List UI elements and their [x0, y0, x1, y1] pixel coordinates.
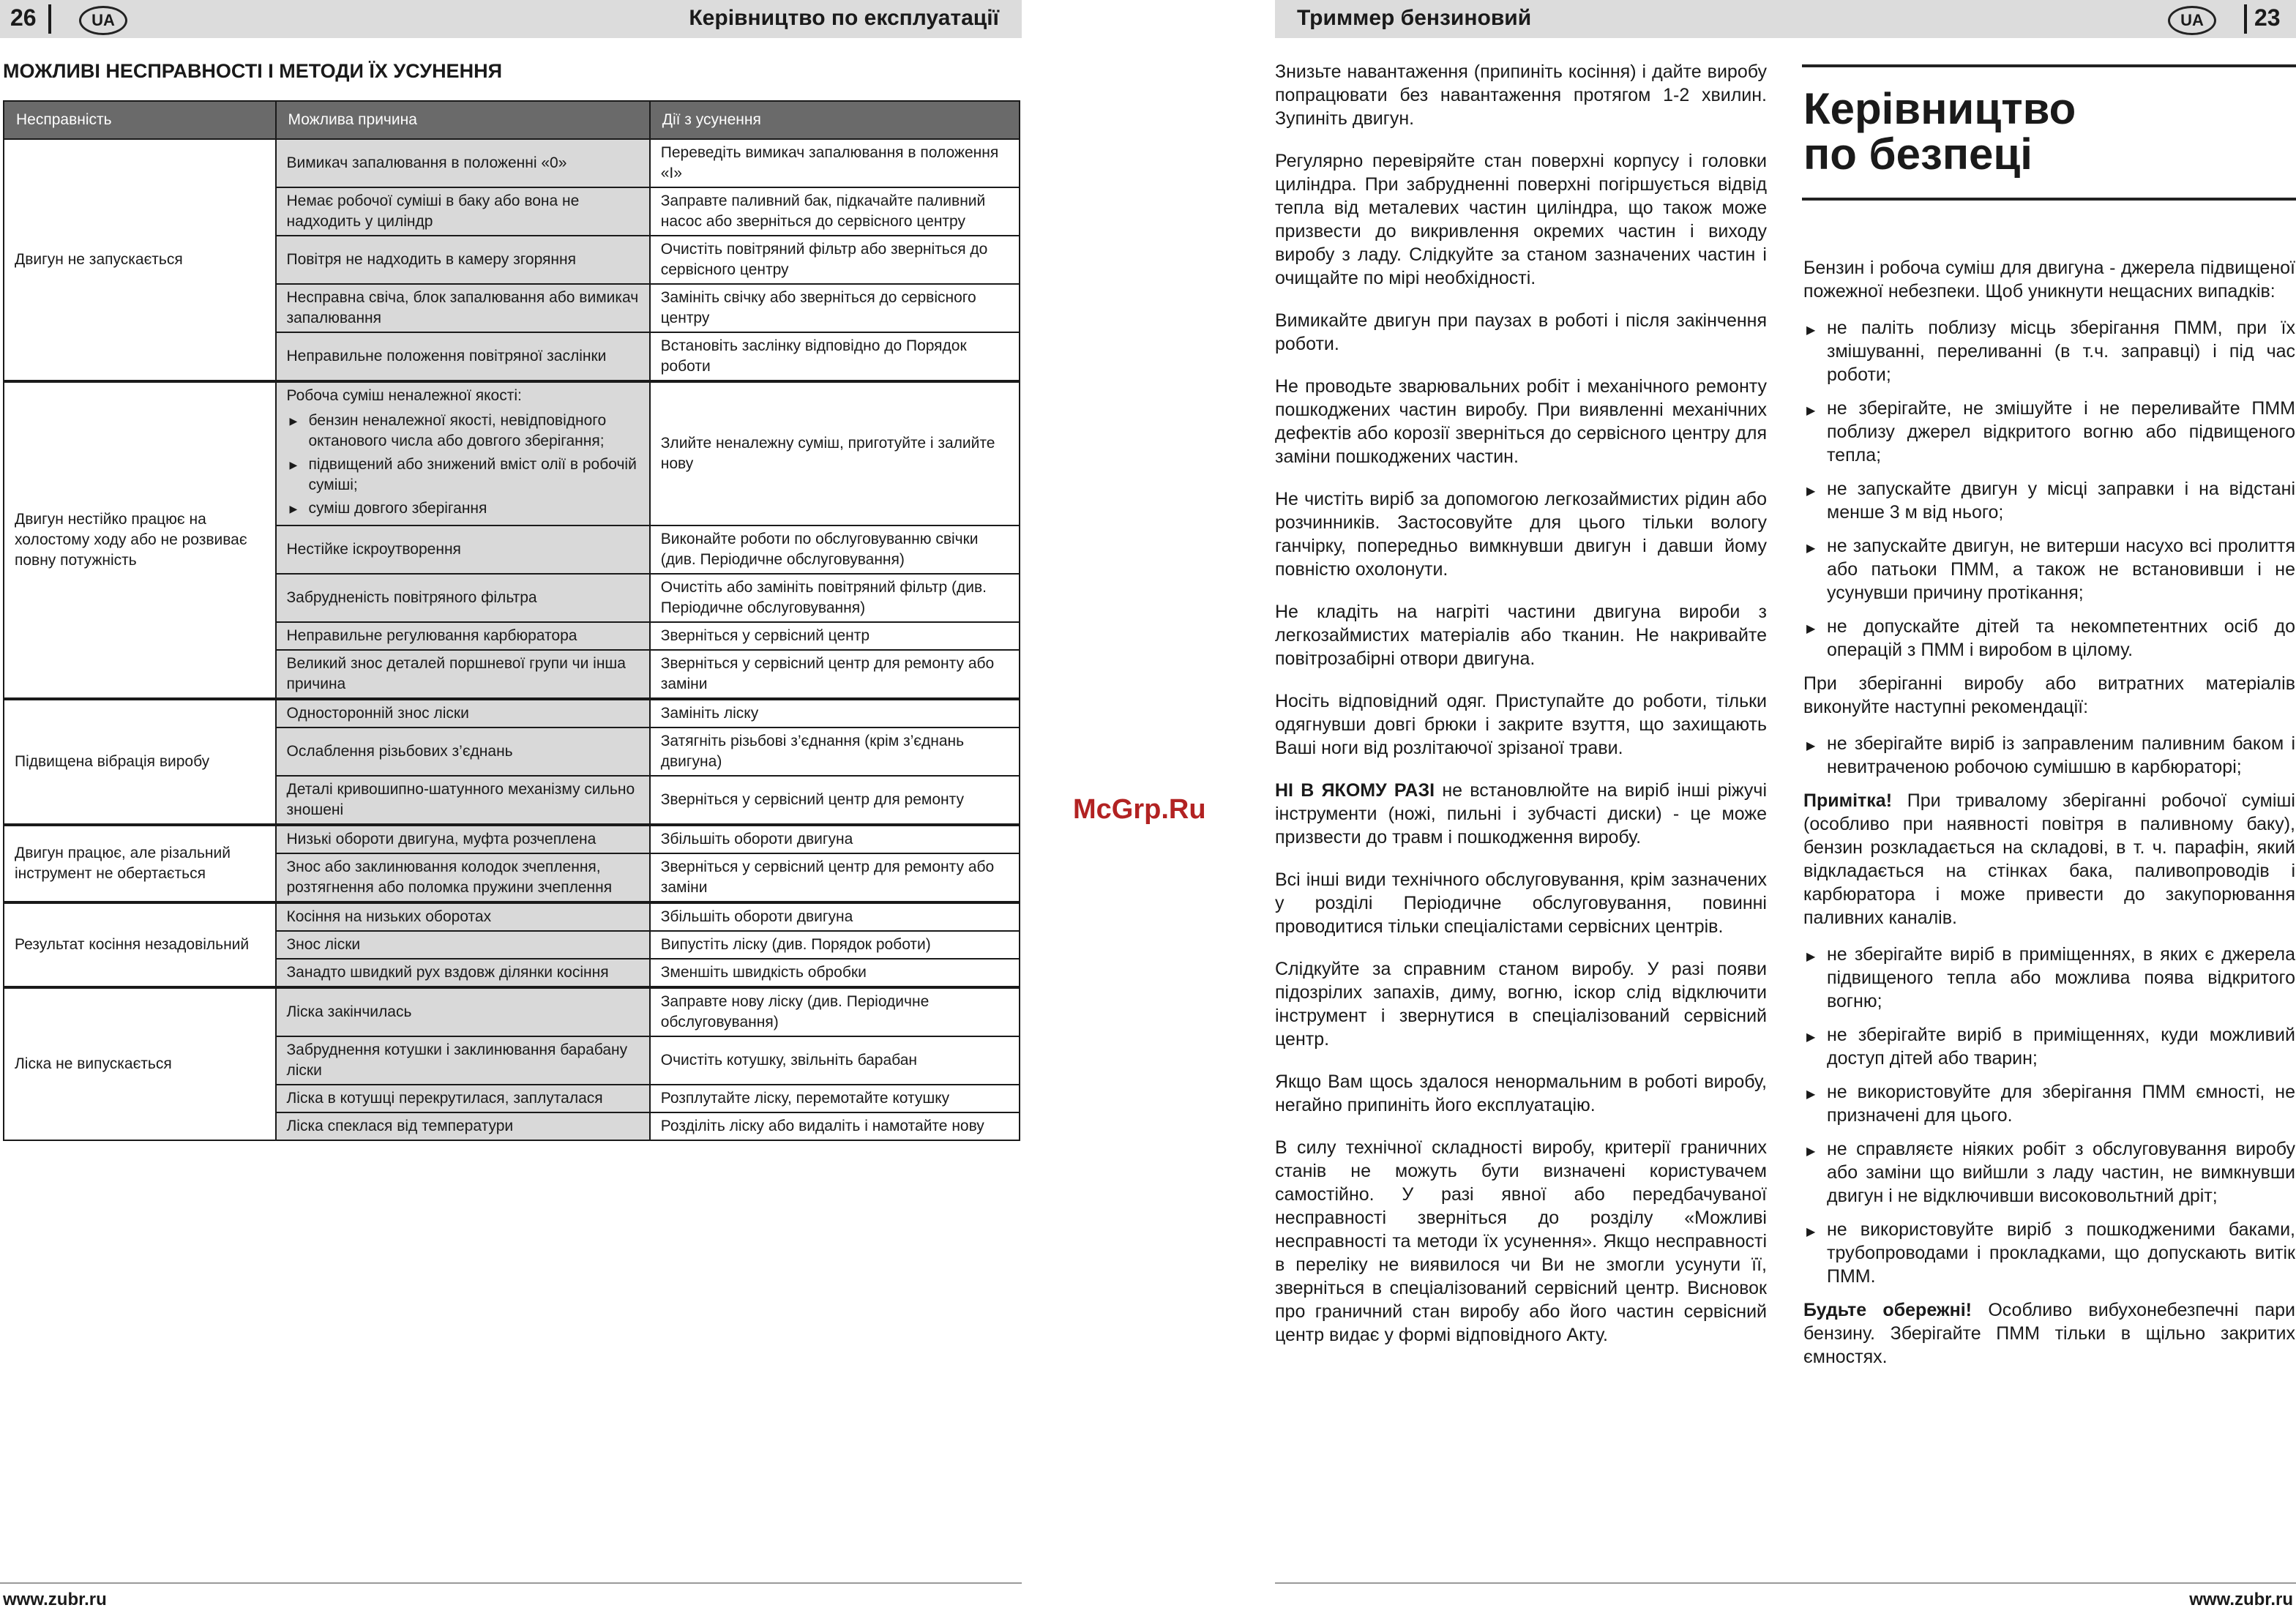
action-cell: Очистіть або замініть повітряний фільтр (див. Періодичне обслуговування) [650, 574, 1020, 622]
note-paragraph [1803, 789, 2295, 929]
cause-cell [276, 1112, 650, 1140]
cause-text: Забруднення котушки і заклинювання барабану ліски [286, 1041, 628, 1079]
table-row [4, 825, 1020, 853]
cause-bullet: ▶ суміш довгого зберігання [287, 498, 639, 519]
cause-cell [276, 236, 650, 284]
cause-text: Ліска в котушці перекрутилася, заплуталася [286, 1090, 603, 1107]
safety-list-item: ▶ не зберігайте виріб в приміщеннях, в яких є джерела підвищеного тепла або можлива поява відкритого вогню; [1803, 943, 2295, 1013]
fault-cell: Двигун нестійко працює на холостому ходу або не розвиває повну потужність [4, 381, 276, 699]
cause-cell [276, 332, 650, 381]
cause-cell [276, 699, 650, 727]
maintenance-paragraph: Знизьте навантаження (припиніть косіння) і дайте виробу попрацювати без навантаження протягом 1-2 хвилин. Зупиніть двигун. [1275, 61, 1767, 129]
cause-text: Ослаблення різьбових з’єднань [286, 743, 513, 760]
cause-cell [276, 1036, 650, 1085]
action-cell: Зменшіть швидкість обробки [650, 959, 1020, 987]
action-cell: Переведіть вимикач запалювання в положення «I» [650, 139, 1020, 187]
safety-title [1803, 86, 2076, 177]
right-lang-badge: UA [2168, 6, 2216, 35]
cause-text: Робоча суміш неналежної якості: [286, 387, 522, 404]
maintenance-paragraph: В силу технічної складності виробу, критерії граничних станів не можуть бути визначені користувачем самостійно. У разі явної або передбачуваної несправності зверніться до розділу «Можливі несправності та методи їх усунення». Якщо несправності в переліку не виявилося чи Ви не змогли усунути її, зверніться в спеціалізований сервісний центр. Висновок про граничний стан виробу або його частин сервісний центр видає у формі відповідного Акту. [1275, 1137, 1767, 1345]
cause-text: Нестійке іскроутворення [286, 541, 461, 558]
cause-text: Немає робочої суміші в баку або вона не надходить у циліндр [286, 192, 580, 230]
action-cell: Злийте неналежну суміш, приготуйте і залийте нову [650, 381, 1020, 525]
safety-title-top-rule [1802, 64, 2296, 67]
safety-list-item: ▶ не паліть поблизу місць зберігання ПММ, при їх змішуванні, переливанні (в т.ч. заправці) і під час роботи; [1803, 316, 2295, 386]
cause-bullet: ▶ підвищений або знижений вміст олії в робочій суміші; [287, 454, 639, 495]
cause-bullet-list [287, 411, 639, 519]
safety-list-rooms [1803, 943, 2295, 1288]
cause-text: Ліска закінчилась [286, 1003, 412, 1020]
safety-list-item: ▶ не використовуйте виріб з пошкодженими баками, трубопроводами і прокладками, що допускають витік ПММ. [1803, 1218, 2295, 1288]
storage-intro: При зберіганні виробу або витратних матеріалів виконуйте наступні рекомендації: [1803, 673, 2295, 717]
safety-title-bottom-rule [1802, 198, 2296, 201]
warning-paragraph [1275, 779, 1767, 849]
action-cell: Зверніться у сервісний центр для ремонту або заміни [650, 853, 1020, 902]
safety-list-item: ▶ не зберігайте виріб із заправленим паливним баком і невитраченою робочою сумішшю в карбюраторі; [1803, 732, 2295, 779]
maintenance-paragraph: Всі інші види технічного обслуговування, крім зазначених у розділі Періодичне обслуговування, повинні проводитися тільки спеціалістами сервісних центрів. [1275, 869, 1767, 937]
safety-list-item: ▶ не використовуйте для зберігання ПММ ємності, не призначені для цього. [1803, 1080, 2295, 1127]
cause-text: Занадто швидкий рух вздовж ділянки косіння [286, 964, 609, 981]
cause-text: Низькі обороти двигуна, муфта розчеплена [286, 831, 597, 848]
action-cell: Замініть ліску [650, 699, 1020, 727]
safety-intro: Бензин і робоча суміш для двигуна - джерела підвищеної пожежної небезпеки. Щоб уникнути нещасних випадків: [1803, 258, 2295, 302]
cause-text: Деталі кривошипно-шатунного механізму сильно зношені [286, 781, 635, 818]
maintenance-paragraph: Якщо Вам щось здалося ненормальним в роботі виробу, негайно припиніть його експлуатацію. [1275, 1071, 1767, 1115]
cause-text: Знос або заклинювання колодок зчеплення, розтягнення або поломка пружини зчеплення [286, 858, 613, 896]
caution-paragraph [1803, 1298, 2295, 1369]
action-cell: Розділіть ліску або видаліть і намотайте нову [650, 1112, 1020, 1140]
action-cell: Випустіть ліску (див. Порядок роботи) [650, 931, 1020, 959]
maintenance-paragraph: Вимикайте двигун при паузах в роботі і після закінчення роботи. [1275, 310, 1767, 354]
maintenance-paragraph: Носіть відповідний одяг. Приступайте до роботи, тільки одягнувши довгі брюки і закрите взуття, що захищають Ваші ноги від розлітаючої зрізаної трави. [1275, 691, 1767, 758]
header-cause: Можлива причина [276, 101, 650, 139]
action-cell: Збільшіть обороти двигуна [650, 902, 1020, 931]
action-cell: Зверніться у сервісний центр для ремонту або заміни [650, 650, 1020, 699]
troubleshooting-title: МОЖЛИВІ НЕСПРАВНОСТІ І МЕТОДИ ЇХ УСУНЕННЯ [3, 60, 502, 82]
table-header-row [4, 101, 1020, 139]
maintenance-column [1275, 60, 1767, 1366]
table-row [4, 987, 1020, 1036]
cause-cell [276, 284, 650, 332]
left-header-separator [48, 4, 51, 34]
cause-cell [276, 381, 650, 525]
safety-column [1803, 256, 2295, 1382]
maintenance-paragraph: Не кладіть на нагріті частини двигуна вироби з легкозаймистих матеріалів або тканин. Не накривайте повітрозабірні отвори двигуна. [1275, 602, 1767, 669]
maintenance-paragraph: Не чистіть виріб за допомогою легкозаймистих рідин або розчинників. Застосовуйте для цього тільки вологу ганчірку, попередньо вимкнувши двигун і давши йому повністю охолонути. [1275, 489, 1767, 580]
cause-cell [276, 650, 650, 699]
right-header-separator [2244, 4, 2247, 34]
action-cell: Заправте нову ліску (див. Періодичне обслуговування) [650, 987, 1020, 1036]
cause-text: Забрудненість повітряного фільтра [286, 589, 537, 606]
caution-bold: Будьте обережні! [1803, 1300, 1972, 1320]
note-bold: Примітка! [1803, 790, 1893, 811]
cause-text: Повітря не надходить в камеру згоряння [286, 251, 576, 268]
action-cell: Замініть свічку або зверніться до сервісного центру [650, 284, 1020, 332]
cause-cell [276, 853, 650, 902]
cause-bullet: ▶ бензин неналежної якості, невідповідного октанового числа або довгого зберігання; [287, 411, 639, 452]
cause-cell [276, 902, 650, 931]
header-action: Дії з усунення [650, 101, 1020, 139]
safety-title-line2: по безпеці [1803, 130, 2033, 179]
left-footer-line [0, 1582, 1022, 1584]
safety-list-fuel [1803, 316, 2295, 662]
warning-rest: не встановлюйте на виріб інші ріжучі інструменти (ножі, пильні і зубчасті диски) - це може призвести до травм і пошкодження виробу. [1275, 780, 1767, 848]
troubleshooting-table [3, 100, 1020, 1141]
cause-cell [276, 139, 650, 187]
caution-rest: Особливо вибухонебезпечні пари бензину. Зберігайте ПММ тільки в щільно закритих ємностях. [1803, 1300, 2295, 1367]
cause-cell [276, 727, 650, 776]
fault-cell: Результат косіння незадовільний [4, 902, 276, 987]
fault-cell: Підвищена вібрація виробу [4, 699, 276, 825]
table-row [4, 139, 1020, 187]
cause-cell [276, 931, 650, 959]
table-row [4, 381, 1020, 525]
cause-cell [276, 622, 650, 650]
maintenance-paragraph: Слідкуйте за справним станом виробу. У разі появи підозрілих запахів, диму, вогню, іскор слід відключити інструмент і звернутися в спеціалізований сервісний центр. [1275, 959, 1767, 1050]
fault-cell: Двигун працює, але різальний інструмент не обертається [4, 825, 276, 902]
cause-cell [276, 525, 650, 574]
action-cell: Затягніть різьбові з’єднання (крім з’єднань двигуна) [650, 727, 1020, 776]
left-footer-url: www.zubr.ru [3, 1590, 107, 1609]
table-row [4, 699, 1020, 727]
action-cell: Зверніться у сервісний центр [650, 622, 1020, 650]
cause-cell [276, 987, 650, 1036]
action-cell: Збільшіть обороти двигуна [650, 825, 1020, 853]
action-cell: Виконайте роботи по обслуговуванню свічки (див. Періодичне обслуговування) [650, 525, 1020, 574]
safety-title-line1: Керівництво [1803, 84, 2076, 133]
action-cell: Заправте паливний бак, підкачайте паливний насос або зверніться до сервісного центру [650, 187, 1020, 236]
safety-list-item: ▶ не допускайте дітей та некомпетентних осіб до операцій з ПММ і виробом в цілому. [1803, 615, 2295, 662]
cause-cell [276, 776, 650, 825]
cause-text: Односторонній знос ліски [286, 705, 469, 722]
right-footer-line [1275, 1582, 2296, 1584]
maintenance-paragraph: Не проводьте зварювальних робіт і механічного ремонту пошкоджених частин виробу. При виявленні механічних дефектів або корозії зверніться до сервісного центру для заміни пошкоджених частин. [1275, 376, 1767, 467]
action-cell: Розплутайте ліску, перемотайте котушку [650, 1085, 1020, 1112]
cause-text: Косіння на низьких оборотах [286, 908, 492, 925]
safety-list-storage [1803, 732, 2295, 779]
cause-text: Вимикач запалювання в положенні «0» [286, 154, 567, 171]
left-page-number: 26 [10, 4, 37, 31]
safety-list-item: ▶ не справляєте ніяких робіт з обслуговування виробу або заміни що вийшли з ладу частин, не вимкнувши двигун і не відключивши високовольтний дріт; [1803, 1137, 2295, 1208]
action-cell: Очистіть повітряний фільтр або зверніться до сервісного центру [650, 236, 1020, 284]
fault-cell: Двигун не запускається [4, 139, 276, 381]
action-cell: Очистіть котушку, звільніть барабан [650, 1036, 1020, 1085]
safety-list-item: ▶ не запускайте двигун, не витерши насухо всі пролиття або патьоки ПММ, а також не встановивши і не усунувши причину протікання; [1803, 534, 2295, 605]
watermark: McGrp.Ru [1073, 794, 1206, 825]
warning-bold: НІ В ЯКОМУ РАЗІ [1275, 780, 1435, 801]
cause-cell [276, 959, 650, 987]
safety-list-item: ▶ не зберігайте, не змішуйте і не переливайте ПММ поблизу джерел відкритого вогню або підвищеного тепла; [1803, 397, 2295, 467]
right-header-title: Триммер бензиновий [1297, 6, 1532, 30]
right-footer-url: www.zubr.ru [2189, 1590, 2293, 1609]
cause-text: Великий знос деталей поршневої групи чи інша причина [286, 655, 626, 692]
cause-cell [276, 1085, 650, 1112]
fault-cell: Ліска не випускається [4, 987, 276, 1140]
table-row [4, 902, 1020, 931]
right-page-number: 23 [2254, 4, 2281, 31]
cause-cell [276, 574, 650, 622]
safety-list-item: ▶ не зберігайте виріб в приміщеннях, куди можливий доступ дітей або тварин; [1803, 1023, 2295, 1070]
left-lang-badge: UA [79, 6, 127, 35]
action-cell: Зверніться у сервісний центр для ремонту [650, 776, 1020, 825]
cause-text: Неправильне регулювання карбюратора [286, 627, 577, 644]
cause-cell [276, 187, 650, 236]
cause-text: Неправильне положення повітряної заслінки [286, 348, 607, 364]
left-header-title: Керівництво по експлуатації [689, 6, 999, 30]
maintenance-paragraph: Регулярно перевіряйте стан поверхні корпусу і головки циліндра. При забрудненні поверхні погіршується відвід тепла від металевих частин циліндра, що також може призвести до викривлення окремих частин і виходу виробу з ладу. Слідкуйте за станом зазначених частин і очищайте по мірі необхідності. [1275, 151, 1767, 288]
cause-cell [276, 825, 650, 853]
safety-list-item: ▶ не запускайте двигун у місці заправки і на відстані менше 3 м від нього; [1803, 477, 2295, 524]
header-fault: Несправність [4, 101, 276, 139]
cause-text: Несправна свіча, блок запалювання або вимикач запалювання [286, 289, 639, 326]
note-rest: При тривалому зберіганні робочої суміші (особливо при наявності повітря в паливному баку), бензин розкладається на складові, в т. ч. парафін, який відкладається на стінках бака, паливопроводів і карбюратора і може привести до закупорювання паливних каналів. [1803, 790, 2295, 928]
cause-text: Знос ліски [286, 936, 361, 953]
action-cell: Встановіть заслінку відповідно до Порядок роботи [650, 332, 1020, 381]
cause-text: Ліска спеклася від температури [286, 1118, 514, 1134]
